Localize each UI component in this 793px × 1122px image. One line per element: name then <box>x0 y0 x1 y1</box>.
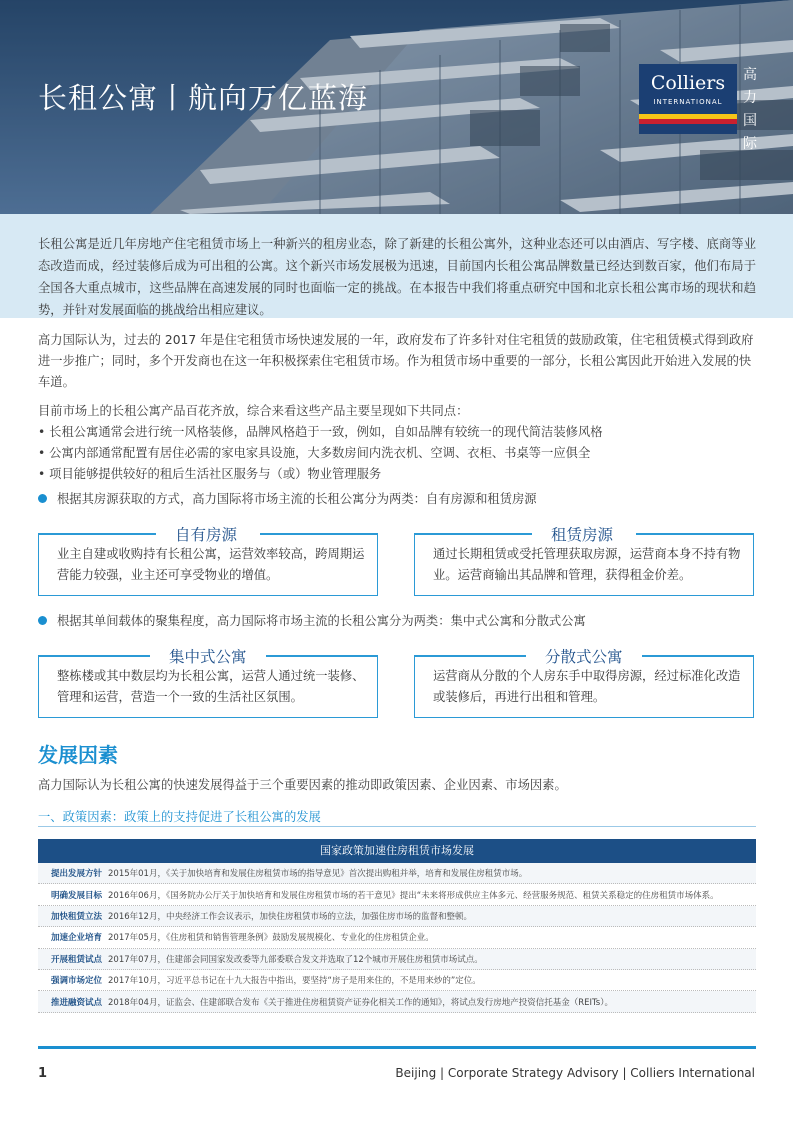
row-label: 强调市场定位 <box>50 976 102 987</box>
section-paragraph: 高力国际认为长租公寓的快速发展得益于三个重要因素的推动即政策因素、企业因素、市场因素。 <box>38 778 567 792</box>
logo-cn-char: 高 <box>743 67 757 83</box>
divider <box>38 826 756 827</box>
classification-lead-text: 根据其房源获取的方式，高力国际将市场主流的长租公寓分为两类：自有房源和租赁房源 <box>57 492 537 506</box>
list-item: • 公寓内部通常配置有居住必需的家电家具设施，大多数房间内洗衣机、空调、衣柜、书桌等一应俱全 <box>38 443 758 464</box>
row-text: 2017年07月，住建部会同国家发改委等九部委联合发文并选取了12个城市开展住房租赁市场试点。 <box>108 954 483 965</box>
intro-text: 长租公寓是近几年房地产住宅租赁市场上一种新兴的租房业态，除了新建的长租公寓外，这种业态还可以由酒店、写字楼、底商等业态改造而成，经过装修后成为可出租的公寓。这个新兴市场发展极为迅速，目前国内长租公寓品牌数量已经达到数百家，他们布局于全国各大重点城市，这些品牌在高速发展的同时也面临一定的挑战。在本报告中我们将重点研究中国和北京长租公寓市场的现状和趋势，并针对发展面临的挑战给出相应建议。 <box>38 237 756 317</box>
table-row <box>38 927 756 948</box>
box-top-line <box>642 655 754 657</box>
table-row <box>38 863 756 884</box>
features-list <box>38 422 758 485</box>
page-number: 1 <box>38 1066 48 1081</box>
box-text: 业主自建或收购持有长租公寓，运营效率较高，跨周期运营能力较强，业主还可享受物业的增值。 <box>57 547 365 582</box>
box-title: 集中式公寓 <box>163 645 253 667</box>
box-text: 整栋楼或其中数层均为长租公寓，运营人通过统一装修、管理和运营，营造一个一致的生活社区氛围。 <box>57 669 365 704</box>
box-title: 租赁房源 <box>545 523 619 545</box>
list-item: • 项目能够提供较好的租后生活社区服务与（或）物业管理服务 <box>38 464 758 485</box>
logo-chinese-name <box>741 64 759 156</box>
table-row <box>38 991 756 1012</box>
row-label: 提出发展方针 <box>50 869 102 880</box>
bullet-dot-icon <box>38 494 47 503</box>
box-title: 自有房源 <box>169 523 243 545</box>
footer-text: Beijing | Corporate Strategy Advisory | Colliers International <box>395 1066 755 1080</box>
classification-lead-source <box>38 489 758 509</box>
box-title: 分散式公寓 <box>539 645 629 667</box>
table-row <box>38 906 756 927</box>
row-text: 2017年05月，《住房租赁和销售管理条例》鼓励发展规模化、专业化的住房租赁企业。 <box>108 933 434 944</box>
page-title: 长租公寓丨航向万亿蓝海 <box>38 81 369 115</box>
box-self-owned <box>38 526 378 596</box>
bullet-dot-icon <box>38 616 47 625</box>
row-text: 2018年04月，证监会、住建部联合发布《关于推进住房租赁资产证券化相关工作的通知》，将试点发行房地产投资信托基金（REITs）。 <box>108 997 613 1008</box>
box-centralized <box>38 648 378 718</box>
row-label: 明确发展目标 <box>50 890 102 901</box>
row-text: 2016年12月，中央经济工作会议表示，加快住房租赁市场的立法，加强住房市场的监督和整顿。 <box>108 911 472 922</box>
row-text: 2017年10月，习近平总书记在十九大报告中指出，要坚持“房子是用来住的，不是用来炒的”定位。 <box>108 976 481 987</box>
box-top-line <box>266 655 378 657</box>
paragraph-common-features <box>38 401 758 485</box>
policy-table-header: 国家政策加速住房租赁市场发展 <box>38 839 756 863</box>
logo-cn-char: 力 <box>743 90 757 106</box>
row-label: 加速企业培育 <box>50 933 102 944</box>
footer-divider <box>38 1046 756 1049</box>
box-top-line <box>414 533 532 535</box>
row-text: 2015年01月，《关于加快培育和发展住房租赁市场的指导意见》首次提出购租并举，培育和发展住房租赁市场。 <box>108 869 528 880</box>
logo-stripe-blue <box>639 124 737 134</box>
classification-lead-text: 根据其单间载体的聚集程度，高力国际将市场主流的长租公寓分为两类：集中式公寓和分散式公寓 <box>57 614 586 628</box>
box-top-line <box>38 655 150 657</box>
policy-table-body <box>38 863 756 1013</box>
section-subhead: 一、政策因素：政策上的支持促进了长租公寓的发展 <box>38 810 321 824</box>
table-row <box>38 884 756 905</box>
box-top-line <box>38 533 156 535</box>
row-label: 加快租赁立法 <box>50 911 102 922</box>
box-text: 运营商从分散的个人房东手中取得房源，经过标准化改造或装修后，再进行出租和管理。 <box>433 669 741 704</box>
row-label: 开展租赁试点 <box>50 954 102 965</box>
box-top-line <box>260 533 378 535</box>
features-lead: 目前市场上的长租公寓产品百花齐放，综合来看这些产品主要呈现如下共同点： <box>38 404 469 418</box>
box-top-line <box>414 655 526 657</box>
policy-table <box>38 839 756 1013</box>
logo-wordmark: Colliers <box>650 72 726 94</box>
list-item: • 长租公寓通常会进行统一风格装修，品牌风格趋于一致，例如，自如品牌有较统一的现代简洁装修风格 <box>38 422 758 443</box>
colliers-logo <box>639 64 737 134</box>
box-leased <box>414 526 754 596</box>
row-label: 推进融资试点 <box>50 997 102 1008</box>
table-row <box>38 949 756 970</box>
logo-subtitle: INTERNATIONAL <box>653 98 723 106</box>
logo-cn-char: 国 <box>743 113 757 129</box>
section-title: 发展因素 <box>38 743 118 767</box>
box-decentralized <box>414 648 754 718</box>
box-top-line <box>636 533 754 535</box>
classification-lead-density <box>38 611 758 631</box>
logo-cn-char: 际 <box>743 136 757 152</box>
table-row <box>38 970 756 991</box>
box-text: 通过长期租赁或受托管理获取房源，运营商本身不持有物业。运营商输出其品牌和管理，获得租金价差。 <box>433 547 741 582</box>
paragraph-market-overview: 高力国际认为，过去的 2017 年是住宅租赁市场快速发展的一年，政府发布了许多针对住宅租赁的鼓励政策，住宅租赁模式得到政府进一步推广；同时，多个开发商也在这一年积极探索住宅租赁市场。作为租赁市场中重要的一部分，长租公寓因此开始进入发展的快车道。 <box>38 333 754 389</box>
row-text: 2016年06月，《国务院办公厅关于加快培育和发展住房租赁市场的若干意见》提出“未来将形成供应主体多元、经营服务规范、租赁关系稳定的住房租赁市场体系。 <box>108 890 719 901</box>
intro-panel <box>0 214 793 318</box>
hero-banner <box>0 0 793 214</box>
